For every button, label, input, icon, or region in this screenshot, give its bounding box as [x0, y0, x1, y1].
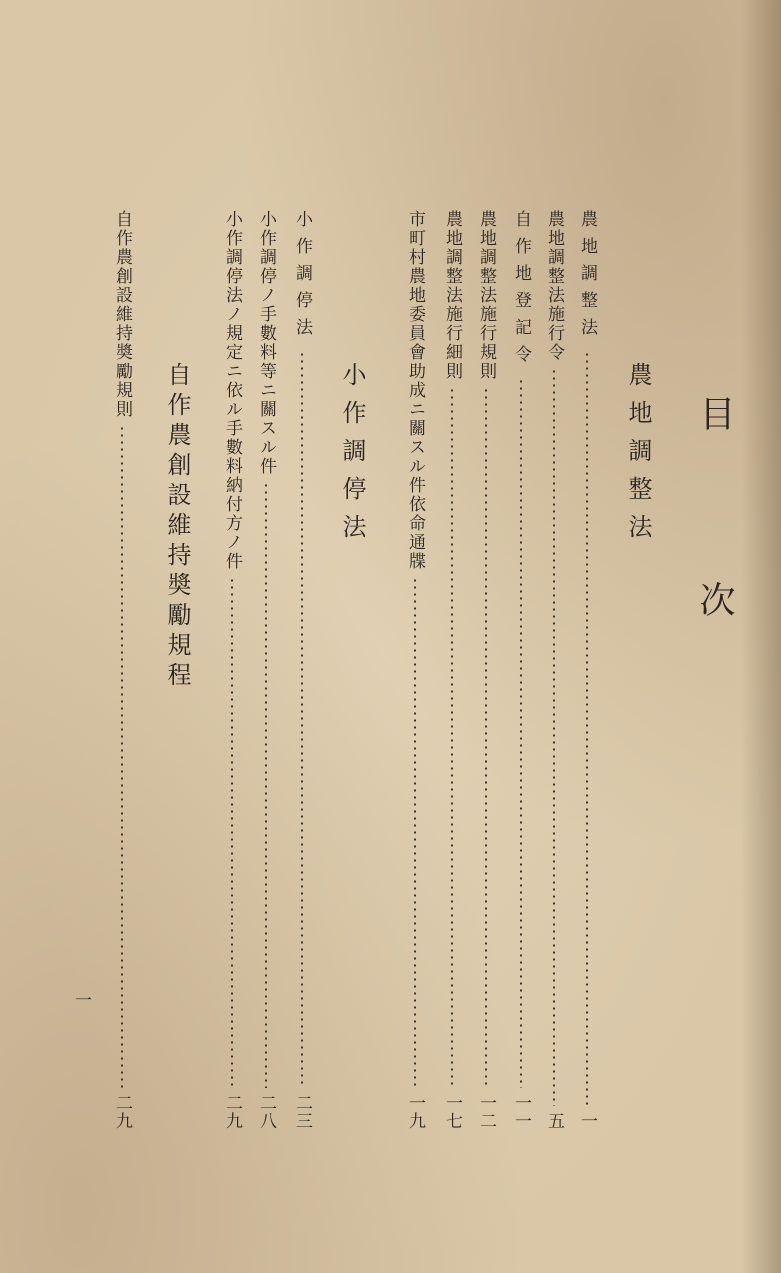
entry-page: 一九: [405, 1094, 425, 1130]
entry-title: 小作調停法ノ規定ニ依ル手數料納付方ノ件: [222, 210, 242, 571]
dot-leader: [121, 425, 123, 1088]
entry-page: 一二: [476, 1094, 496, 1130]
entry-title: 農地調整法施行規則: [476, 210, 496, 381]
page-edge-shadow: [741, 0, 781, 1273]
dot-leader: [553, 368, 555, 1106]
toc-entry[interactable]: [443, 210, 460, 1130]
section-heading-tenancy-mediation: 小作調停法: [338, 362, 366, 552]
entry-page: 二九: [112, 1094, 132, 1130]
entry-title: 市町村農地委員會助成ニ關スル件依命通牒: [405, 210, 425, 571]
section-heading-owner-farmer: 自作農創設維持奬勵規程: [163, 362, 191, 692]
entry-title: 農地調整法: [577, 210, 597, 345]
entry-page: 五: [544, 1112, 564, 1130]
folio-number: 一: [75, 991, 92, 1011]
entry-page: 二八: [256, 1094, 276, 1130]
toc-entry[interactable]: [223, 210, 240, 1130]
entry-page: 一: [577, 1112, 597, 1130]
entry-title: 農地調整法施行細則: [442, 210, 462, 381]
entry-page: 二三: [292, 1094, 312, 1130]
entry-title: 小作調停ノ手數料等ニ關スル件: [256, 210, 276, 476]
toc-entry[interactable]: [578, 210, 595, 1130]
toc-entry[interactable]: [406, 210, 423, 1130]
dot-leader: [265, 482, 267, 1088]
page-title: 目次: [694, 395, 735, 767]
dot-leader: [231, 577, 233, 1088]
entry-page: 一七: [442, 1094, 462, 1130]
dot-leader: [586, 351, 588, 1106]
section-heading-land-adjustment: 農地調整法: [624, 362, 652, 552]
dot-leader: [520, 378, 522, 1088]
toc-entry[interactable]: [113, 210, 130, 1130]
toc-entry[interactable]: [257, 210, 274, 1130]
toc-entry[interactable]: [512, 210, 529, 1130]
entry-title: 農地調整法施行令: [544, 210, 564, 362]
entry-page: 二九: [222, 1094, 242, 1130]
dot-leader: [414, 577, 416, 1088]
entry-page: 一一: [511, 1094, 531, 1130]
dot-leader: [301, 351, 303, 1088]
toc-entry[interactable]: [477, 210, 494, 1130]
entry-title: 自作農創設維持奬勵規則: [112, 210, 132, 419]
dot-leader: [451, 387, 453, 1088]
entry-title: 小作調停法: [292, 210, 312, 345]
dot-leader: [485, 387, 487, 1088]
toc-entry[interactable]: [293, 210, 310, 1130]
entry-title: 自作地登記令: [511, 210, 531, 372]
toc-entry[interactable]: [545, 210, 562, 1130]
